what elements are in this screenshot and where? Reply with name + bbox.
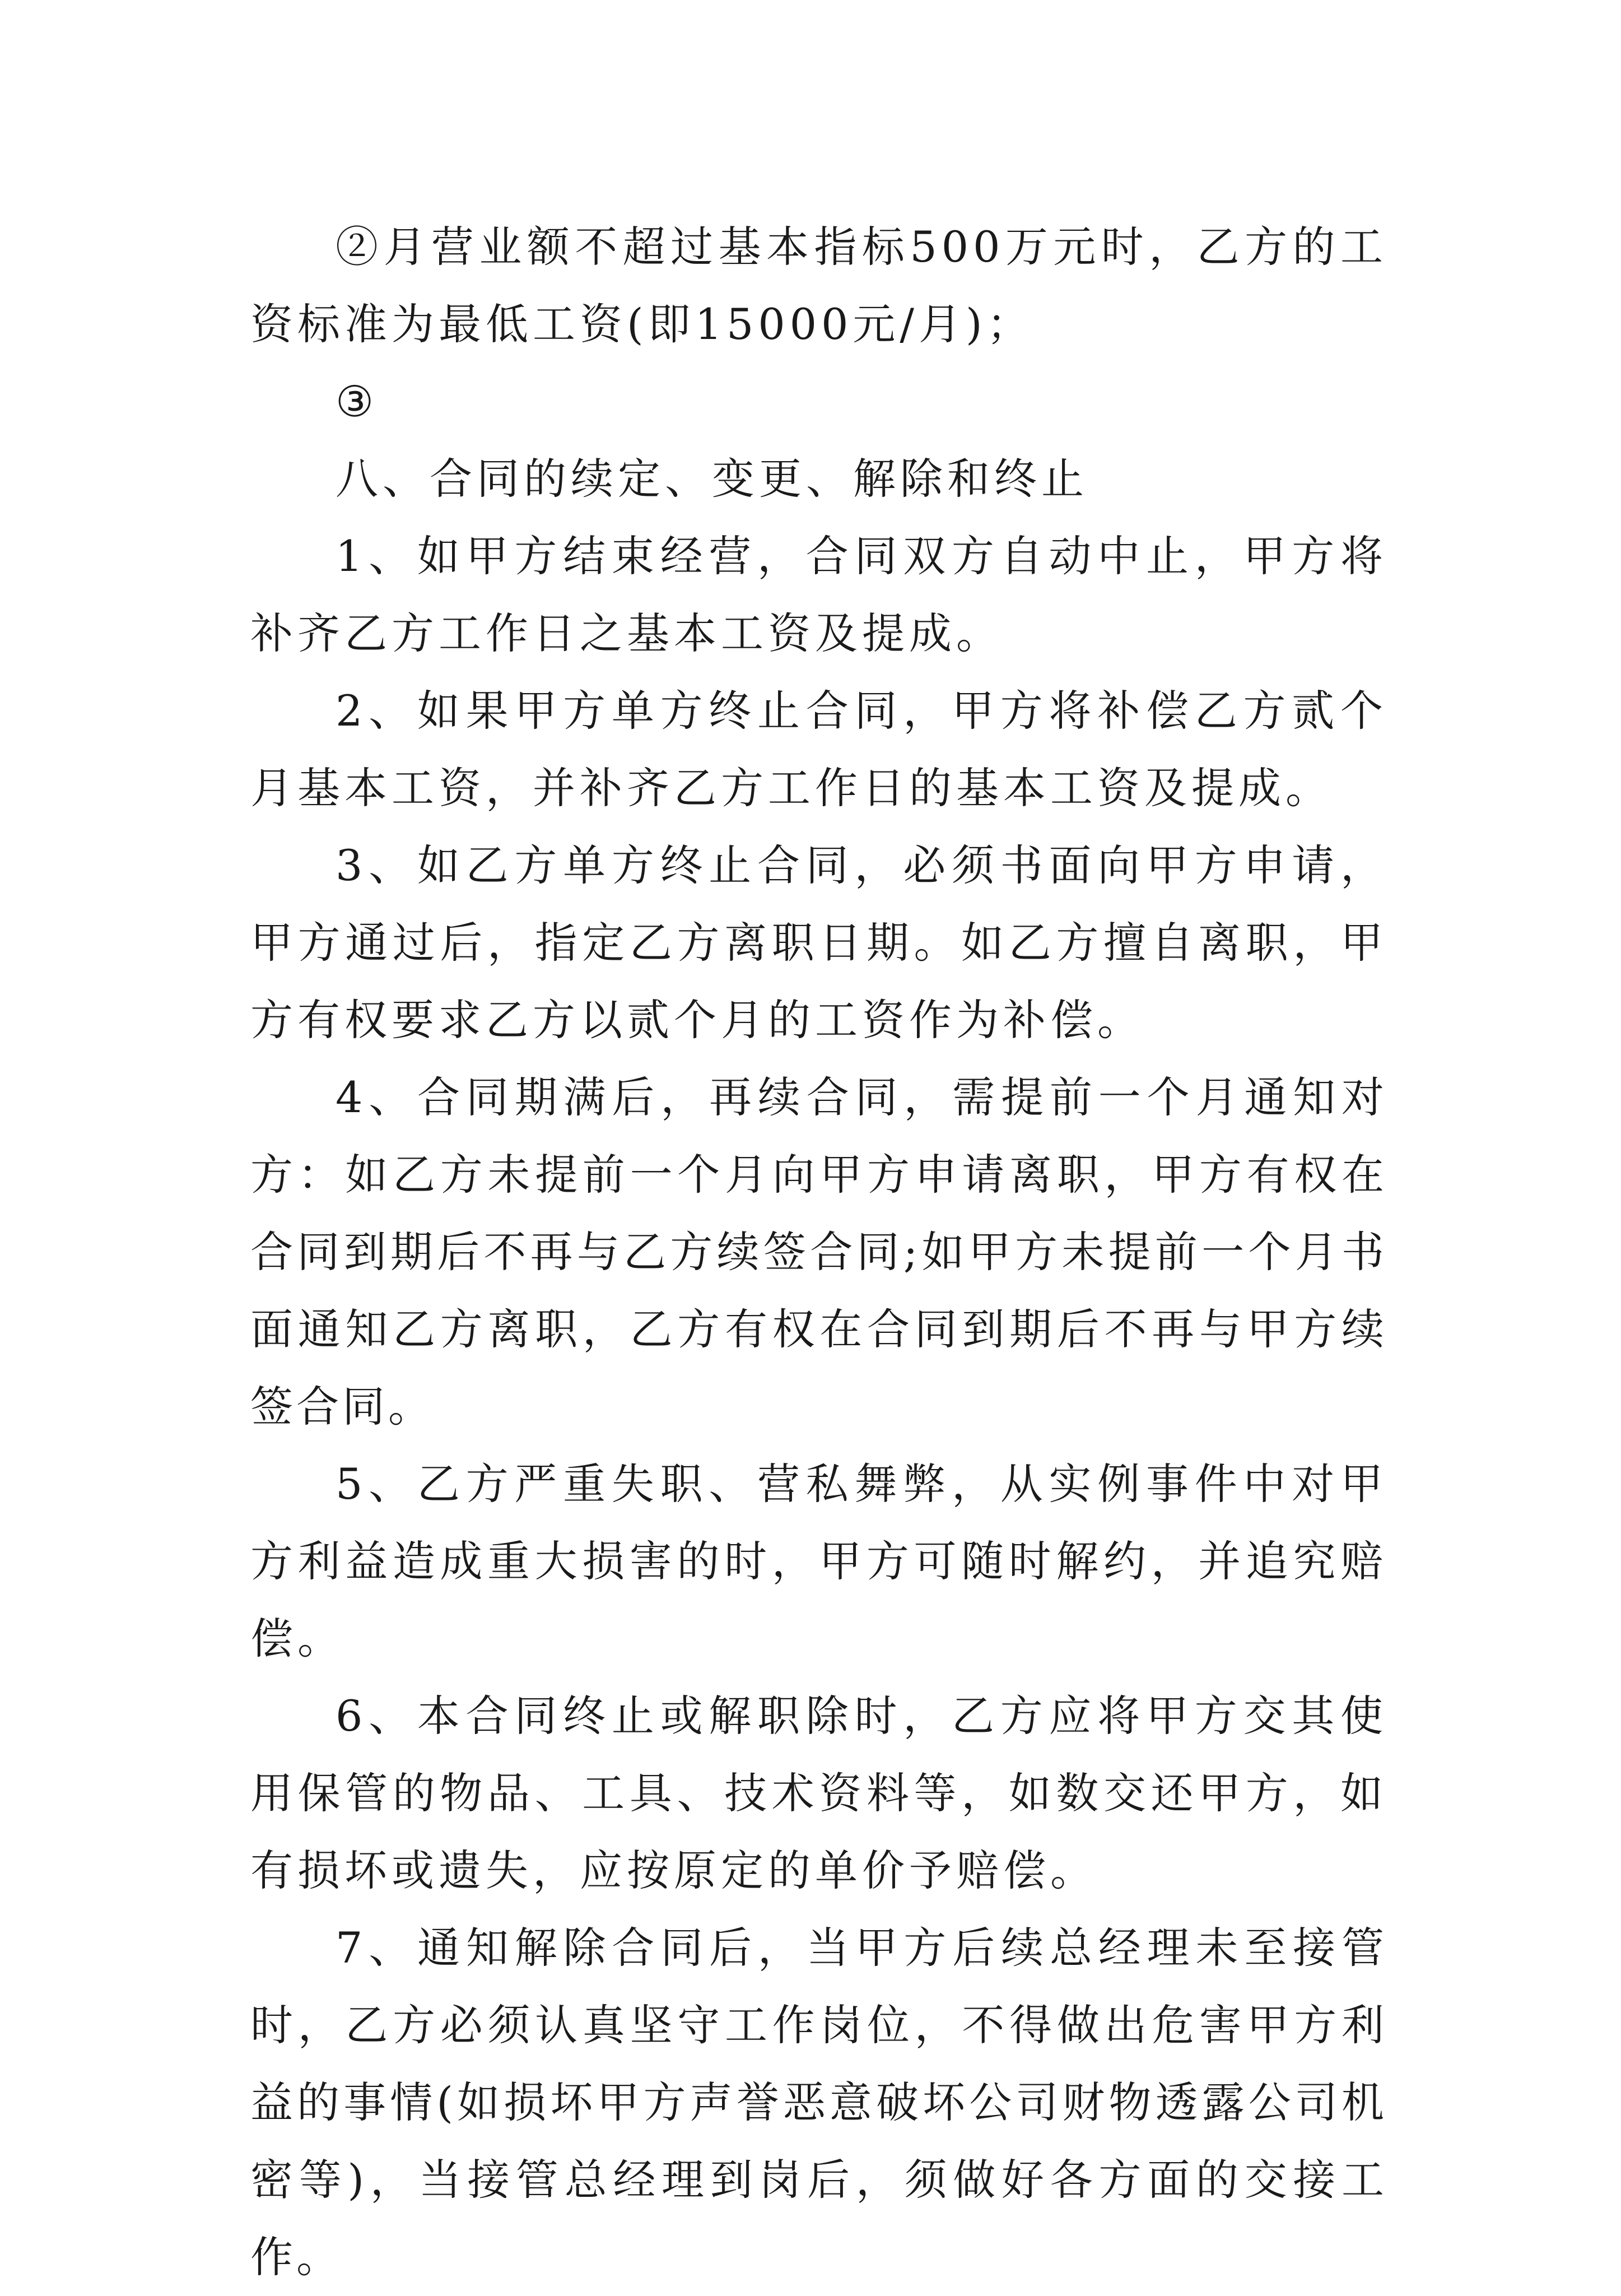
paragraph-salary-clause-3: ③	[336, 377, 379, 426]
paragraph-clause-7: 7、通知解除合同后，当甲方后续总经理未至接管时，乙方必须认真坚守工作岗位，不得做出危害甲方利益的事情(如损坏甲方声誉恶意破坏公司财物透露公司机密等)，当接管总经理到岗后，须做好各方面的交接工作。	[250, 1923, 1387, 2282]
paragraph-clause-3: 3、如乙方单方终止合同，必须书面向甲方申请，甲方通过后，指定乙方离职日期。如乙方擅自离职，甲方有权要求乙方以贰个月的工资作为补偿。	[250, 840, 1387, 1045]
paragraph-clause-5: 5、乙方严重失职、营私舞弊，从实例事件中对甲方利益造成重大损害的时，甲方可随时解约，并追究赔偿。	[250, 1459, 1387, 1663]
paragraph-clause-4: 4、合同期满后，再续合同，需提前一个月通知对方：如乙方未提前一个月向甲方申请离职，甲方有权在合同到期后不再与乙方续签合同;如甲方未提前一个月书面通知乙方离职，乙方有权在合同到期后不再与甲方续签合同。	[250, 1072, 1387, 1431]
paragraph-salary-clause-2: ②月营业额不超过基本指标500万元时，乙方的工资标准为最低工资(即15000元/月)；	[250, 222, 1387, 349]
document-body	[250, 208, 1387, 2296]
paragraph-clause-1: 1、如甲方结束经营，合同双方自动中止，甲方将补齐乙方工作日之基本工资及提成。	[250, 531, 1387, 658]
paragraph-clause-6: 6、本合同终止或解职除时，乙方应将甲方交其使用保管的物品、工具、技术资料等，如数交还甲方，如有损坏或遗失，应按原定的单价予赔偿。	[250, 1691, 1387, 1895]
paragraph-clause-2: 2、如果甲方单方终止合同，甲方将补偿乙方贰个月基本工资，并补齐乙方工作日的基本工资及提成。	[250, 686, 1387, 813]
section-heading-contract-termination: 八、合同的续定、变更、解除和终止	[336, 454, 1088, 504]
